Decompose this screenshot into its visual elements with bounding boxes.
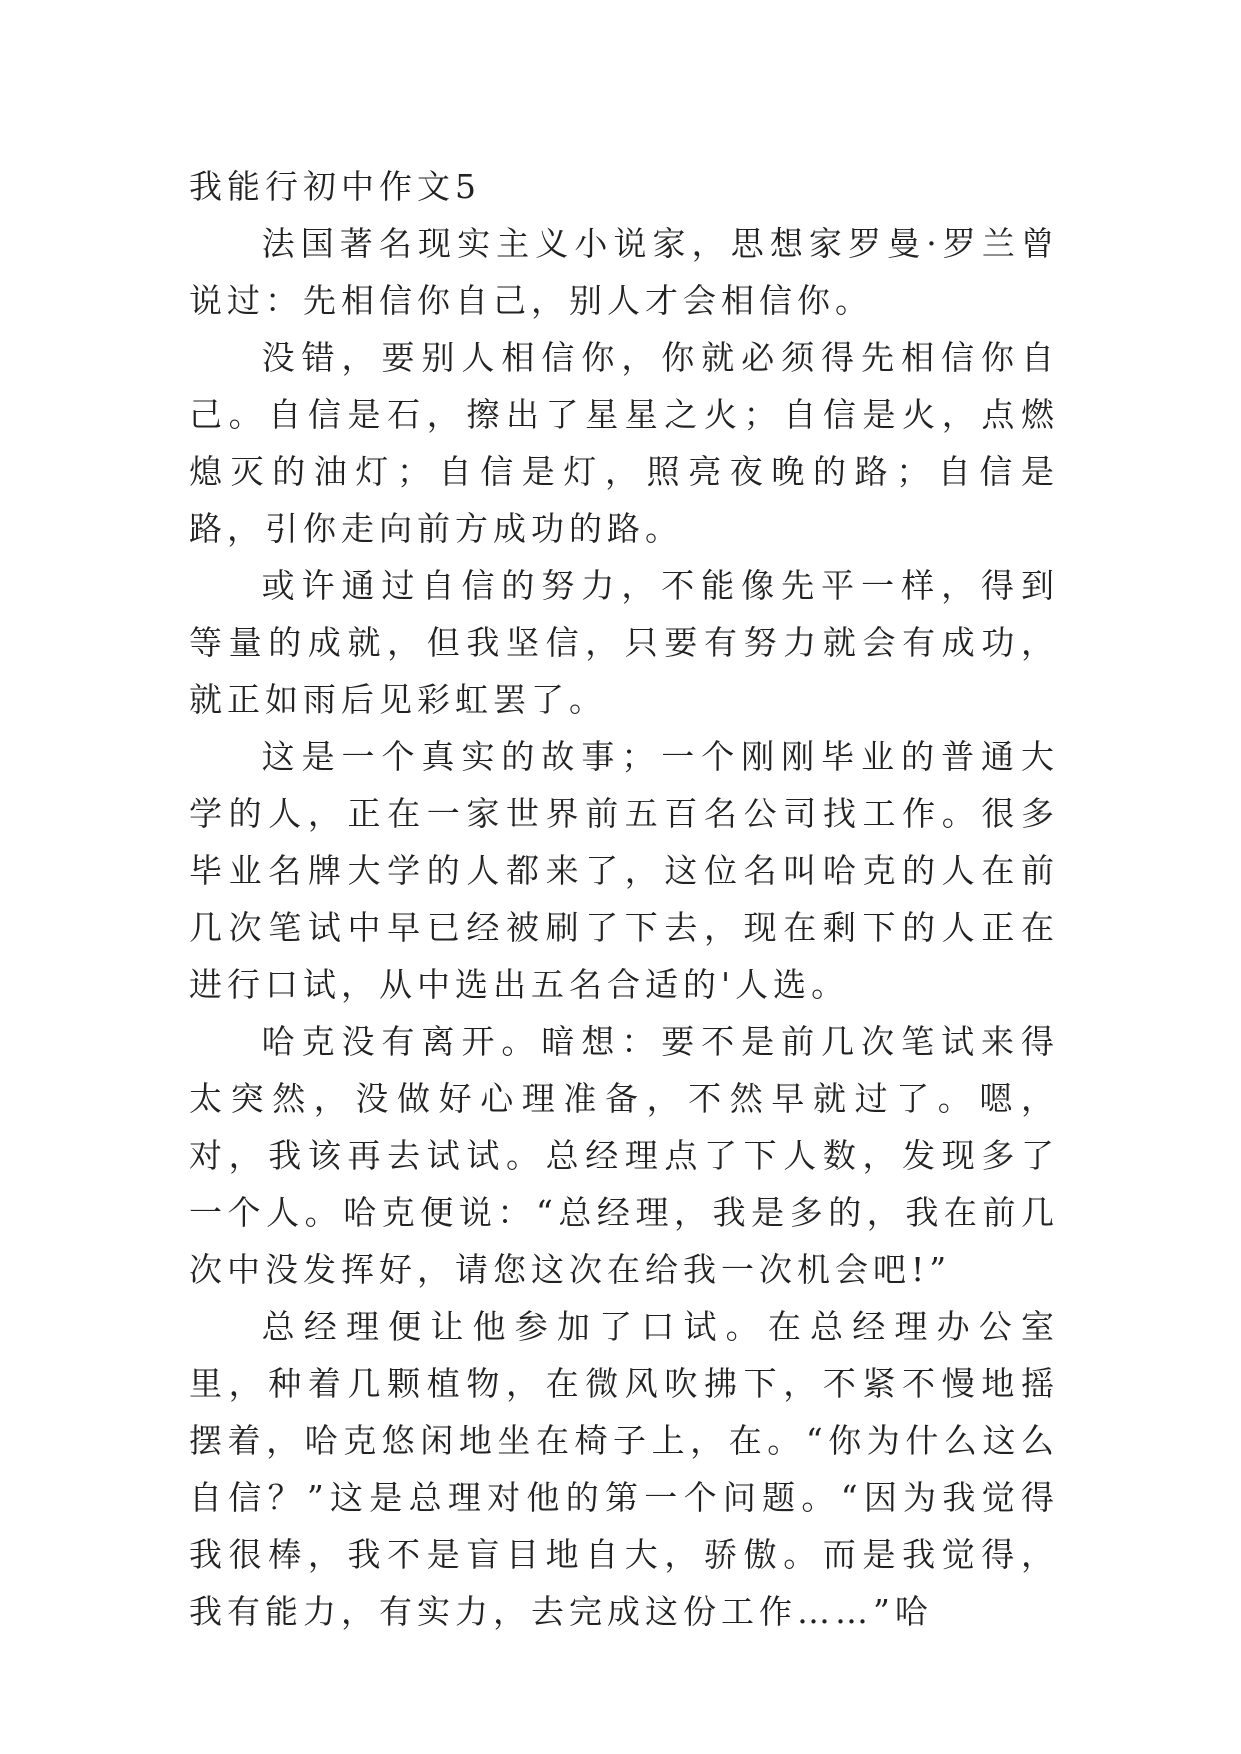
- essay-body: [189, 158, 1059, 1640]
- paragraph-1: 法国著名现实主义小说家，思想家罗曼·罗兰曾说过：先相信你自己，别人才会相信你。: [189, 224, 1059, 320]
- paragraph-5: 哈克没有离开。暗想：要不是前几次笔试来得太突然，没做好心理准备，不然早就过了。嗯，对，我该再去试试。总经理点了下人数，发现多了一个人。哈克便说：“总经理，我是多的，我在前几次中没发挥好，请您这次在给我一次机会吧!”: [189, 1022, 1059, 1289]
- paragraph-6: 总经理便让他参加了口试。在总经理办公室里，种着几颗植物，在微风吹拂下，不紧不慢地摇摆着，哈克悠闲地坐在椅子上，在。“你为什么这么自信？”这是总理对他的第一个问题。“因为我觉得我很棒，我不是盲目地自大，骄傲。而是我觉得，我有能力，有实力，去完成这份工作……”哈: [189, 1307, 1059, 1631]
- essay-title: 我能行初中作文5: [189, 167, 481, 206]
- paragraph-2: 没错，要别人相信你，你就必须得先相信你自己。自信是石，擦出了星星之火；自信是火，点燃熄灭的油灯；自信是灯，照亮夜晚的路；自信是路，引你走向前方成功的路。: [189, 338, 1059, 548]
- paragraph-3: 或许通过自信的努力，不能像先平一样，得到等量的成就，但我坚信，只要有努力就会有成功，就正如雨后见彩虹罢了。: [189, 566, 1059, 719]
- paragraph-4: 这是一个真实的故事；一个刚刚毕业的普通大学的人，正在一家世界前五百名公司找工作。很多毕业名牌大学的人都来了，这位名叫哈克的人在前几次笔试中早已经被刷了下去，现在剩下的人正在进行口试，从中选出五名合适的'人选。: [189, 737, 1059, 1004]
